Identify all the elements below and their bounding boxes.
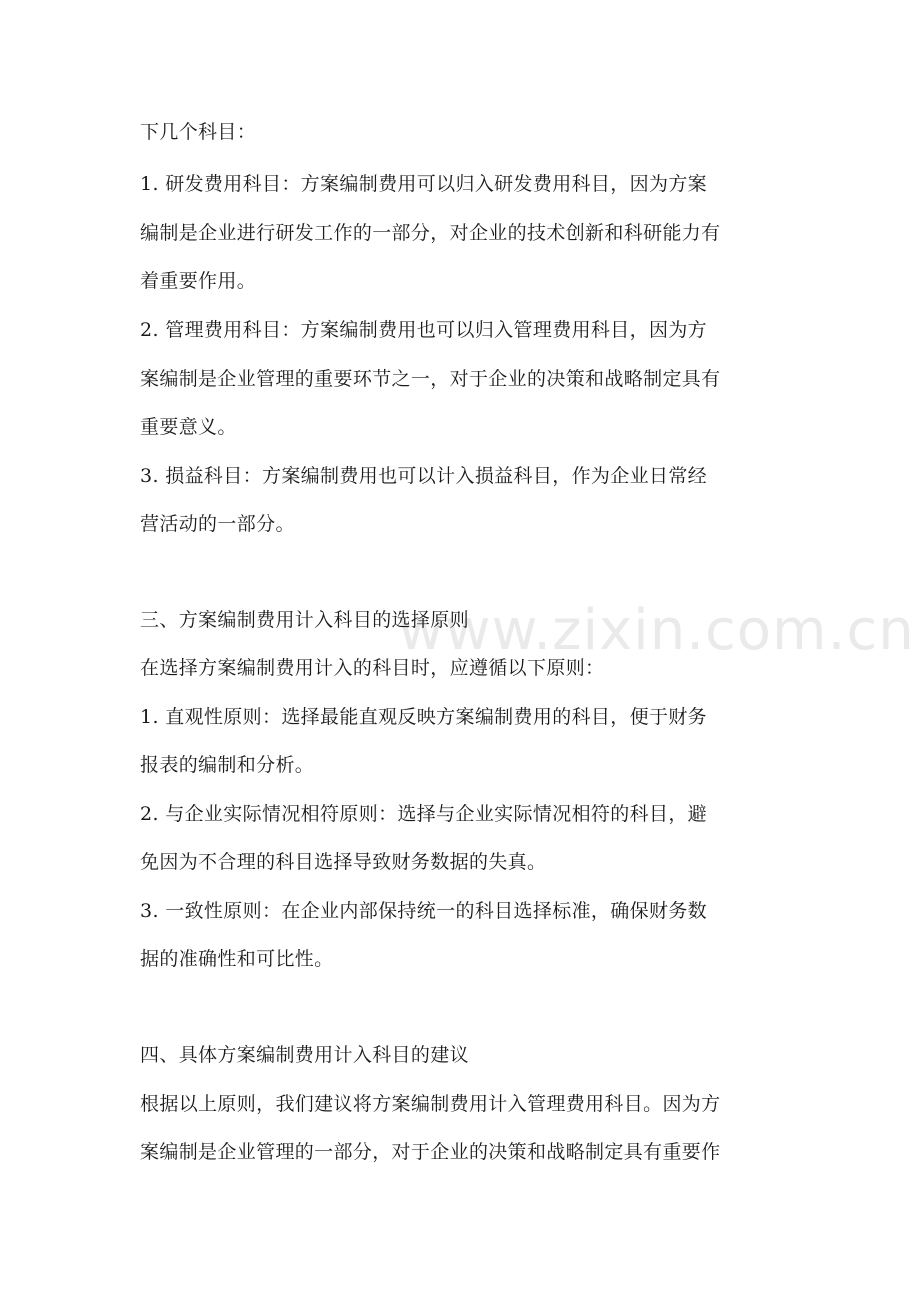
list-item-rd-line1: 1. 研发费用科目：方案编制费用可以归入研发费用科目，因为方案 xyxy=(140,173,708,195)
list-item-rd-line3: 着重要作用。 xyxy=(140,270,257,292)
list-item-pl-line2: 营活动的一部分。 xyxy=(140,513,295,535)
principle-3-line2: 据的准确性和可比性。 xyxy=(140,948,334,970)
watermark: www.zixin.com.cn xyxy=(398,598,915,663)
section-3-intro: 在选择方案编制费用计入的科目时，应遵循以下原则： xyxy=(140,657,605,679)
section-heading-3: 三、方案编制费用计入科目的选择原则 xyxy=(140,609,469,631)
list-item-rd-line2: 编制是企业进行研发工作的一部分，对企业的技术创新和科研能力有 xyxy=(140,222,721,244)
intro-line: 下几个科目： xyxy=(140,121,257,143)
principle-2-line2: 免因为不合理的科目选择导致财务数据的失真。 xyxy=(140,851,547,873)
principle-2-line1: 2. 与企业实际情况相符原则：选择与企业实际情况相符的科目，避 xyxy=(140,803,708,825)
recommendation-line2: 案编制是企业管理的一部分，对于企业的决策和战略制定具有重要作 xyxy=(140,1141,721,1163)
recommendation-line1: 根据以上原则，我们建议将方案编制费用计入管理费用科目。因为方 xyxy=(140,1093,721,1115)
principle-1-line2: 报表的编制和分析。 xyxy=(140,754,315,776)
principle-3-line1: 3. 一致性原则：在企业内部保持统一的科目选择标准，确保财务数 xyxy=(140,900,708,922)
list-item-mgmt-line1: 2. 管理费用科目：方案编制费用也可以归入管理费用科目，因为方 xyxy=(140,319,708,341)
list-item-pl-line1: 3. 损益科目：方案编制费用也可以计入损益科目，作为企业日常经 xyxy=(140,465,708,487)
list-item-mgmt-line2: 案编制是企业管理的重要环节之一，对于企业的决策和战略制定具有 xyxy=(140,368,721,390)
list-item-mgmt-line3: 重要意义。 xyxy=(140,416,237,438)
principle-1-line1: 1. 直观性原则：选择最能直观反映方案编制费用的科目，便于财务 xyxy=(140,706,708,728)
section-heading-4: 四、具体方案编制费用计入科目的建议 xyxy=(140,1044,469,1066)
